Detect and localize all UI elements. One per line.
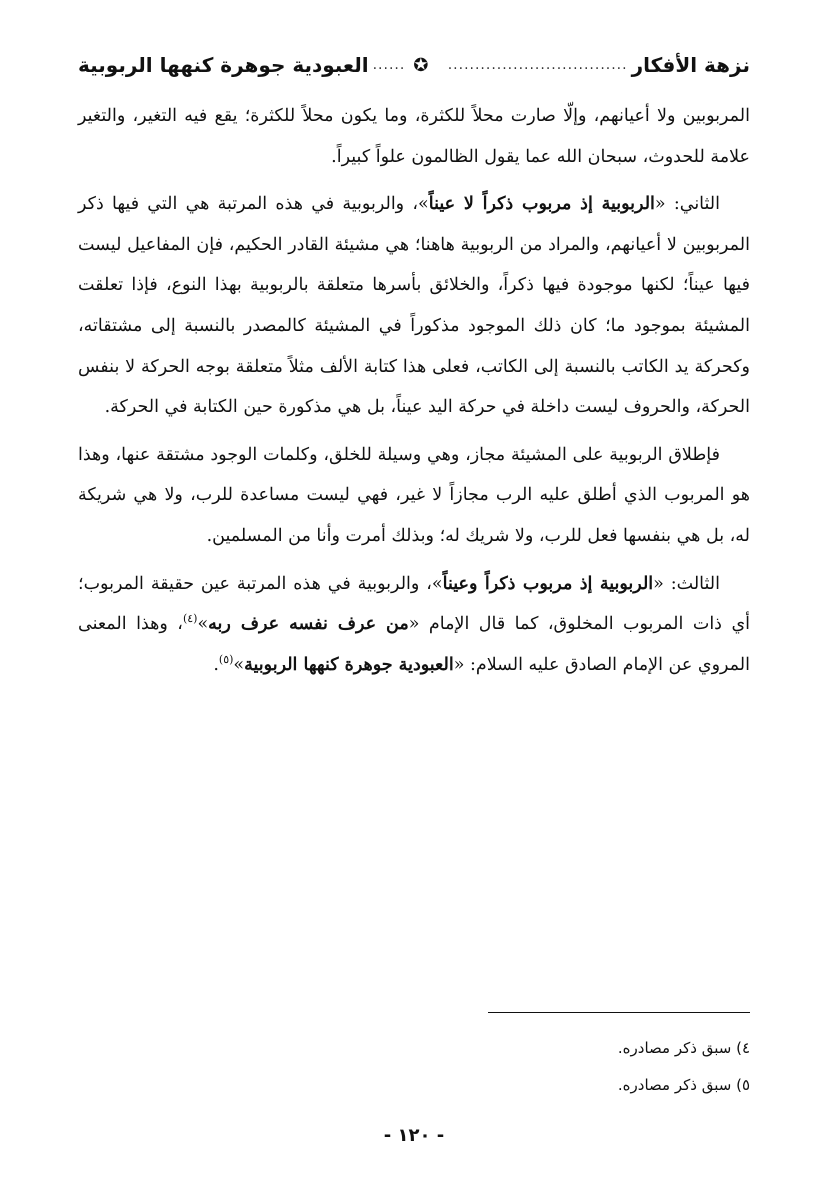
main-text <box>78 96 750 685</box>
footnote-ref-5[interactable]: (٥) <box>218 652 234 666</box>
quoted-heading-third: الربوبية إذ مربوب ذكراً وعيناً <box>442 573 654 594</box>
quoted-heading-second: الربوبية إذ مربوب ذكراً لا عيناً <box>428 194 655 215</box>
footnote-4: ٤) سبق ذكر مصادره. <box>617 1039 750 1057</box>
footnotes <box>78 1030 750 1104</box>
header-dotted-separator-short: ...... <box>372 57 406 73</box>
book-title: نزهة الأفكار <box>631 53 750 77</box>
paragraph-1: المربوبين ولا أعيانهم، وإلّا صارت محلاً للكثرة، وما يكون محلاً للكثرة؛ يقع فيه التغير، والتغير علامة للحدوث، سبحان الله عما يقول الظالمون علواً كبيراً. <box>78 106 750 167</box>
footnote-divider <box>488 1012 750 1013</box>
paragraph-2: الثاني: «الربوبية إذ مربوب ذكراً لا عيناً»، والربوبية في هذه المرتبة هي التي فيها ذكر المربوبين لا أعيانهم، والمراد من الربوبية هاهنا؛ هي مشيئة القادر الحكيم، فإن المفاعيل ليست فيها عيناً؛ لكنها موجودة فيها ذكراً، والخلائق بأسرها متعلقة بالربوبية بهذا النوع، فإذا تعلقت المشيئة بموجود ما؛ كان ذلك الموجود مذكوراً في المشيئة كالمصدر بالنسبة إلى مشتقاته، وكحركة يد الكاتب بالنسبة إلى الكاتب، فعلى هذا كتابة الألف مثلاً متعلقة بوجه الحركة لا بنفس الحركة، والحروف ليست داخلة في حركة اليد عيناً، بل هي مذكورة حين الكتابة في الحركة. <box>78 194 750 418</box>
paragraph-3: فإطلاق الربوبية على المشيئة مجاز، وهي وسيلة للخلق، وكلمات الوجود مشتقة عنها، وهذا هو المربوب الذي أطلق عليه الرب مجازاً لا غير، فهي ليست مساعدة للرب، ولا هي شريكة له، بل هي بنفسها فعل للرب، ولا شريك له؛ وبذلك أمرت وأنا من المسلمين. <box>78 444 750 546</box>
hadith-quote-sadiq: العبودية جوهرة كنهها الربوبية <box>244 654 454 675</box>
ornament-icon: ✪ <box>413 54 429 76</box>
page-number: - ١٢٠ - <box>383 1125 445 1146</box>
hadith-quote: من عرف نفسه عرف ربه <box>208 614 409 635</box>
paragraph-4: الثالث: «الربوبية إذ مربوب ذكراً وعيناً»، والربوبية في هذه المرتبة عين حقيقة المربوب؛ أي ذات المربوب المخلوق، كما قال الإمام «من عرف نفسه عرف ربه»$^{(٤)}$، وهذا المعنى المروي عن الإمام الصادق عليه السلام: «العبودية جوهرة كنهها الربوبية»$^{(٥)}$. <box>78 573 751 675</box>
running-header <box>78 48 750 82</box>
header-dotted-separator: ................................. <box>447 57 628 73</box>
footnote-5: ٥) سبق ذكر مصادره. <box>617 1076 750 1094</box>
chapter-title: العبودية جوهرة كنهها الربوبية <box>78 53 369 77</box>
footnote-ref-4[interactable]: (٤) <box>182 612 198 626</box>
